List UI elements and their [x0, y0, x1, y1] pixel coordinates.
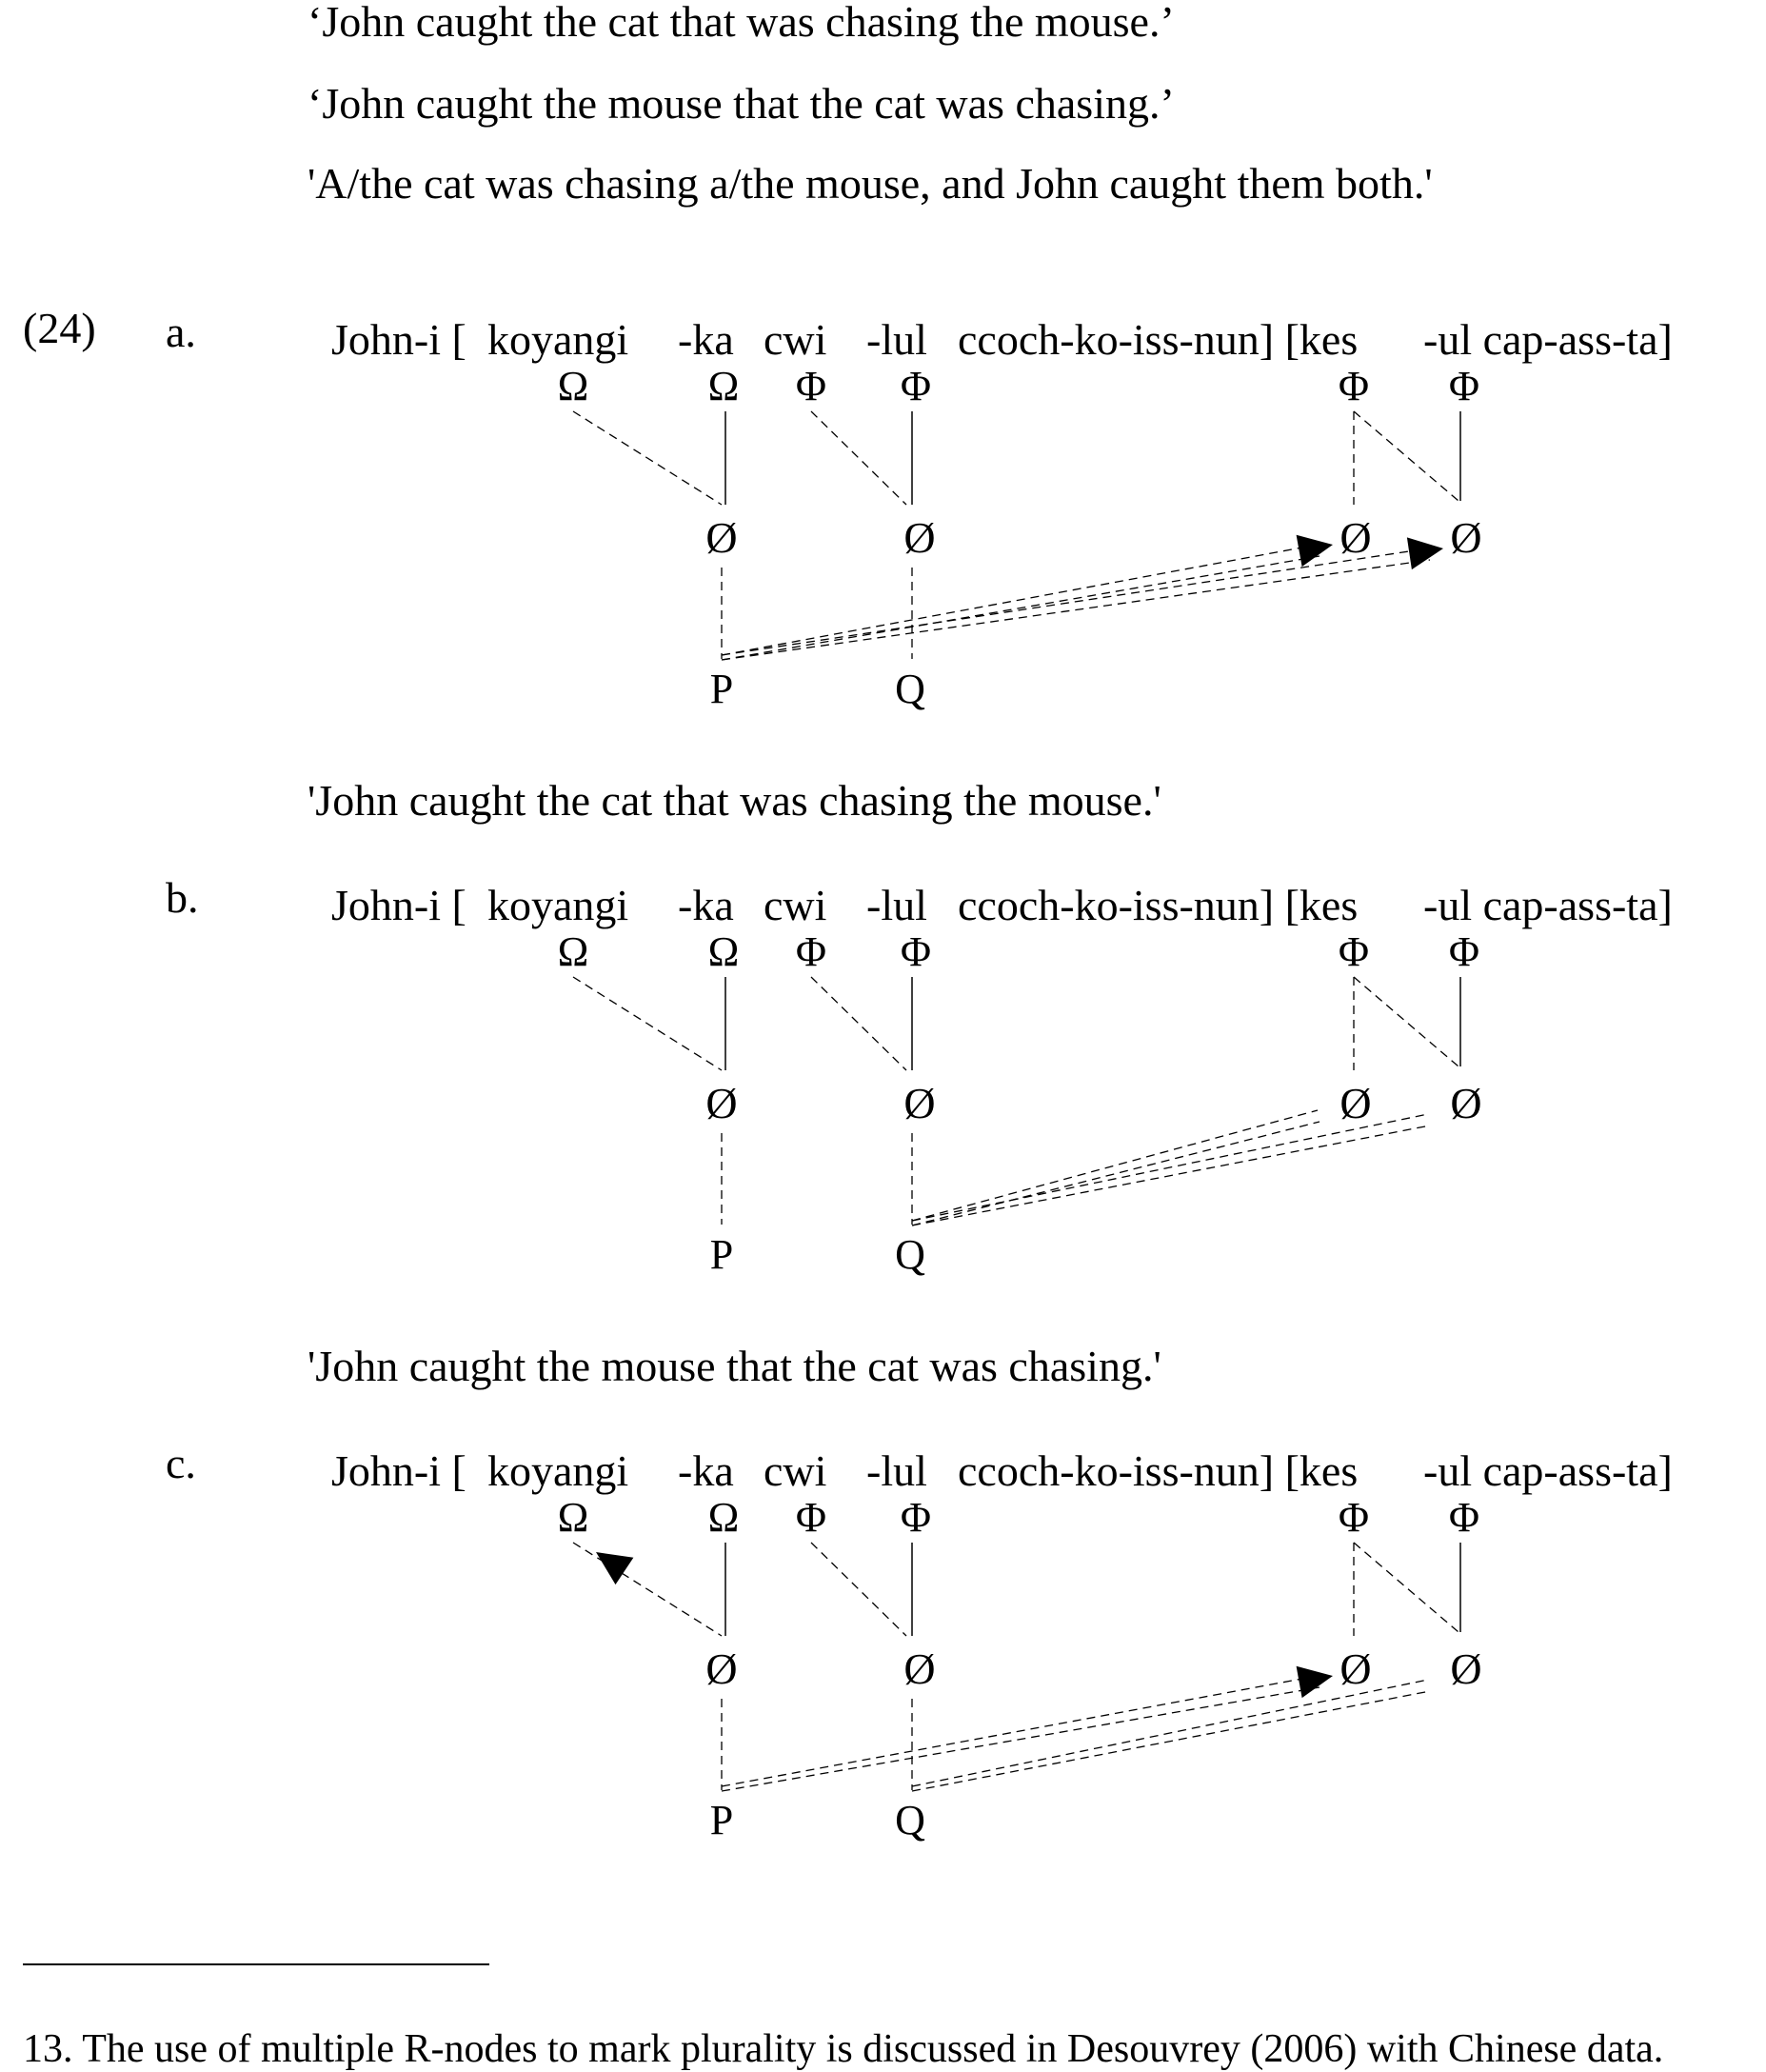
referent-p: P	[709, 1231, 734, 1278]
feature-symbol: Ω	[557, 363, 589, 409]
sentence-word: ccoch-ko-iss-nun] [kes	[958, 315, 1359, 364]
example-number: (24)	[23, 304, 96, 352]
relation-line	[912, 1680, 1428, 1786]
sentence-word: John-i [	[331, 315, 466, 364]
feature-symbol: Φ	[795, 1494, 827, 1541]
feature-symbol: Φ	[900, 363, 932, 409]
diagram-b	[308, 881, 1673, 1390]
sentence-word: ccoch-ko-iss-nun] [kes	[958, 881, 1359, 929]
sentence-word: koyangi	[487, 1446, 629, 1495]
assoc-line	[1354, 411, 1458, 501]
null-node: Ø	[705, 1079, 738, 1127]
sentence-word: -ka	[678, 1446, 734, 1495]
null-node: Ø	[1339, 1079, 1372, 1127]
diagram-a	[308, 315, 1673, 825]
feature-symbol: Φ	[795, 363, 827, 409]
sentence-word: -lul	[866, 1446, 927, 1495]
null-node: Ø	[705, 1644, 738, 1693]
sentence-word: -ul cap-ass-ta]	[1423, 881, 1673, 929]
sentence-word: John-i [	[331, 881, 466, 929]
relation-line	[912, 1122, 1320, 1225]
diagram-gloss: 'John caught the mouse that the cat was chasing.'	[308, 1342, 1161, 1390]
sentence-word: koyangi	[487, 881, 629, 929]
feature-symbol: Φ	[900, 928, 932, 975]
sentence-word: -ul cap-ass-ta]	[1423, 315, 1673, 364]
null-node: Ø	[1450, 1079, 1482, 1127]
referent-q: Q	[895, 1231, 925, 1278]
subexample-label-b: b.	[166, 873, 199, 922]
null-node: Ø	[1339, 513, 1372, 562]
sentence-word: cwi	[764, 881, 827, 929]
feature-symbol: Φ	[1448, 363, 1480, 409]
feature-symbol: Φ	[1448, 928, 1480, 975]
relation-line	[722, 1687, 1320, 1791]
feature-symbol: Φ	[1338, 363, 1370, 409]
arrowhead	[596, 1552, 633, 1584]
sentence-word: -lul	[866, 881, 927, 929]
gloss-line-1: ‘John caught the cat that was chasing the mouse.’	[308, 0, 1175, 46]
assoc-line	[573, 977, 722, 1070]
referent-q: Q	[895, 666, 925, 712]
referent-q: Q	[895, 1797, 925, 1843]
sentence-word: cwi	[764, 1446, 827, 1495]
relation-line	[912, 1126, 1430, 1225]
feature-symbol: Ω	[707, 1494, 740, 1541]
feature-symbol: Φ	[1338, 928, 1370, 975]
feature-symbol: Φ	[795, 928, 827, 975]
null-node: Ø	[903, 513, 936, 562]
null-node: Ø	[1450, 1644, 1482, 1693]
sentence-word: ccoch-ko-iss-nun] [kes	[958, 1446, 1359, 1495]
sentence-word: John-i [	[331, 1446, 466, 1495]
assoc-line	[1354, 977, 1458, 1066]
null-node: Ø	[705, 513, 738, 562]
relation-line	[722, 545, 1318, 655]
relation-line	[722, 556, 1320, 660]
sentence-word: -ka	[678, 315, 734, 364]
referent-p: P	[709, 1797, 734, 1843]
arrowhead	[1297, 535, 1333, 567]
assoc-line	[811, 411, 906, 505]
relation-line	[722, 548, 1428, 655]
feature-symbol: Φ	[1448, 1494, 1480, 1541]
relation-line	[912, 1691, 1430, 1791]
null-node: Ø	[1450, 513, 1482, 562]
relation-line	[912, 1110, 1318, 1221]
subexample-label-a: a.	[166, 308, 196, 356]
footnote-text: 13. The use of multiple R-nodes to mark plurality is discussed in Desouvrey (2006) with Chinese data.	[23, 2027, 1664, 2071]
relation-line	[722, 560, 1430, 660]
gloss-line-3: 'A/the cat was chasing a/the mouse, and John caught them both.'	[308, 159, 1433, 208]
relation-line	[722, 1676, 1318, 1786]
feature-symbol: Ω	[557, 1494, 589, 1541]
feature-symbol: Φ	[900, 1494, 932, 1541]
sentence-word: -ka	[678, 881, 734, 929]
assoc-line	[811, 977, 906, 1070]
referent-p: P	[709, 666, 734, 712]
feature-symbol: Ω	[707, 928, 740, 975]
footnote-rule	[23, 1963, 489, 1965]
sentence-word: koyangi	[487, 315, 629, 364]
arrowhead	[1407, 537, 1443, 569]
feature-symbol: Ω	[557, 928, 589, 975]
feature-symbol: Φ	[1338, 1494, 1370, 1541]
assoc-line	[811, 1543, 906, 1636]
subexample-label-c: c.	[166, 1439, 196, 1487]
sentence-word: -ul cap-ass-ta]	[1423, 1446, 1673, 1495]
assoc-line	[1354, 1543, 1458, 1632]
arrowhead	[1297, 1666, 1333, 1698]
diagram-gloss: 'John caught the cat that was chasing the mouse.'	[308, 776, 1161, 825]
gloss-line-2: ‘John caught the mouse that the cat was chasing.’	[308, 79, 1175, 128]
sentence-word: cwi	[764, 315, 827, 364]
assoc-line	[573, 411, 722, 505]
sentence-word: -lul	[866, 315, 927, 364]
null-node: Ø	[903, 1079, 936, 1127]
feature-symbol: Ω	[707, 363, 740, 409]
null-node: Ø	[903, 1644, 936, 1693]
diagram-c	[331, 1446, 1673, 1843]
assoc-line	[573, 1543, 722, 1636]
null-node: Ø	[1339, 1644, 1372, 1693]
relation-line	[912, 1114, 1428, 1221]
